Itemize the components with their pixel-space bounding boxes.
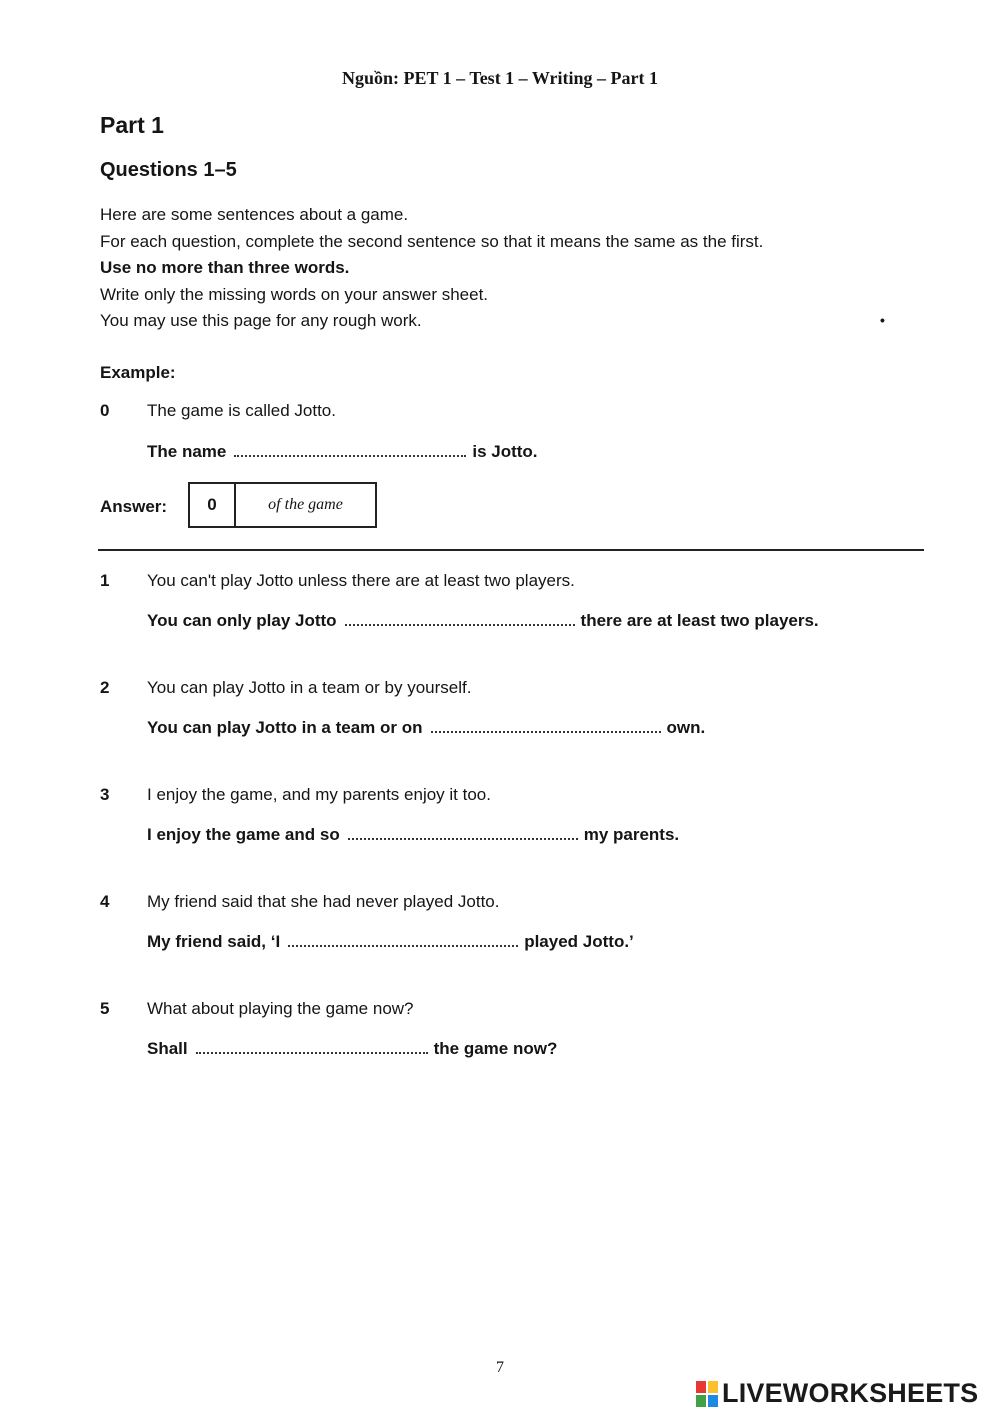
instruction-line: For each question, complete the second sentence so that it means the same as the first.: [100, 231, 764, 251]
question-second-before: I enjoy the game and so: [147, 825, 340, 844]
question-first-sentence: What about playing the game now?: [147, 999, 414, 1018]
liveworksheets-logo-icon: [696, 1381, 718, 1407]
example-label: Example:: [100, 363, 176, 382]
page-number: 7: [496, 1359, 504, 1376]
question-second-after: there are at least two players.: [580, 611, 819, 630]
questions-title: Questions 1–5: [100, 159, 237, 181]
question-second-sentence: [147, 931, 634, 952]
question-second-after: played Jotto.’: [524, 932, 634, 951]
answer-box: [188, 482, 377, 528]
question-first-sentence: You can't play Jotto unless there are at least two players.: [147, 571, 575, 590]
question-answer-blank[interactable]: [431, 717, 661, 733]
question-answer-blank[interactable]: [345, 610, 575, 626]
question-number: 4: [100, 892, 110, 911]
question-number: 2: [100, 678, 110, 697]
answer-box-number: 0: [190, 484, 236, 526]
instruction-line-bold: Use no more than three words.: [100, 258, 350, 277]
instruction-line: Write only the missing words on your answer sheet.: [100, 284, 489, 304]
section-divider: [98, 549, 924, 551]
question-second-before: You can only play Jotto: [147, 611, 337, 630]
part-title: Part 1: [100, 112, 164, 138]
example-second-before: The name: [147, 442, 227, 461]
question-first-sentence: You can play Jotto in a team or by yourself.: [147, 678, 472, 697]
logo-square-2: [708, 1381, 718, 1393]
example-second-after: is Jotto.: [472, 442, 538, 461]
example-second-sentence: [147, 441, 538, 462]
instructions: [100, 202, 900, 335]
question-second-sentence: [147, 824, 679, 845]
example-number: 0: [100, 401, 110, 420]
question-answer-blank[interactable]: [196, 1038, 428, 1054]
stray-mark: •: [880, 312, 885, 328]
question-answer-blank[interactable]: [348, 824, 578, 840]
logo-square-1: [696, 1381, 706, 1393]
question-number: 3: [100, 785, 110, 804]
example-first-sentence: The game is called Jotto.: [147, 401, 336, 420]
brand-watermark[interactable]: [696, 1378, 978, 1409]
question-answer-blank[interactable]: [288, 931, 518, 947]
question-second-sentence: [147, 717, 705, 738]
question-second-after: own.: [666, 718, 706, 737]
question-second-sentence: [147, 610, 819, 631]
question-first-sentence: I enjoy the game, and my parents enjoy it too.: [147, 785, 491, 804]
question-second-after: my parents.: [583, 825, 680, 844]
question-second-before: Shall: [147, 1039, 188, 1058]
source-header: Nguồn: PET 1 – Test 1 – Writing – Part 1: [341, 68, 659, 88]
instruction-line: Here are some sentences about a game.: [100, 205, 409, 224]
question-second-after: the game now?: [433, 1039, 558, 1058]
example-answer-blank: [234, 441, 466, 457]
brand-name: LIVEWORKSHEETS: [722, 1378, 979, 1408]
question-first-sentence: My friend said that she had never played Jotto.: [147, 892, 500, 911]
answer-label: Answer:: [100, 497, 168, 516]
question-number: 1: [100, 571, 110, 590]
question-second-before: My friend said, ‘I: [147, 932, 281, 951]
logo-square-3: [696, 1395, 706, 1407]
answer-box-text: of the game: [268, 496, 343, 513]
question-number: 5: [100, 999, 110, 1018]
logo-square-4: [708, 1395, 718, 1407]
instruction-line: You may use this page for any rough work.: [100, 311, 422, 330]
question-second-before: You can play Jotto in a team or on: [147, 718, 423, 737]
question-second-sentence: [147, 1038, 557, 1059]
